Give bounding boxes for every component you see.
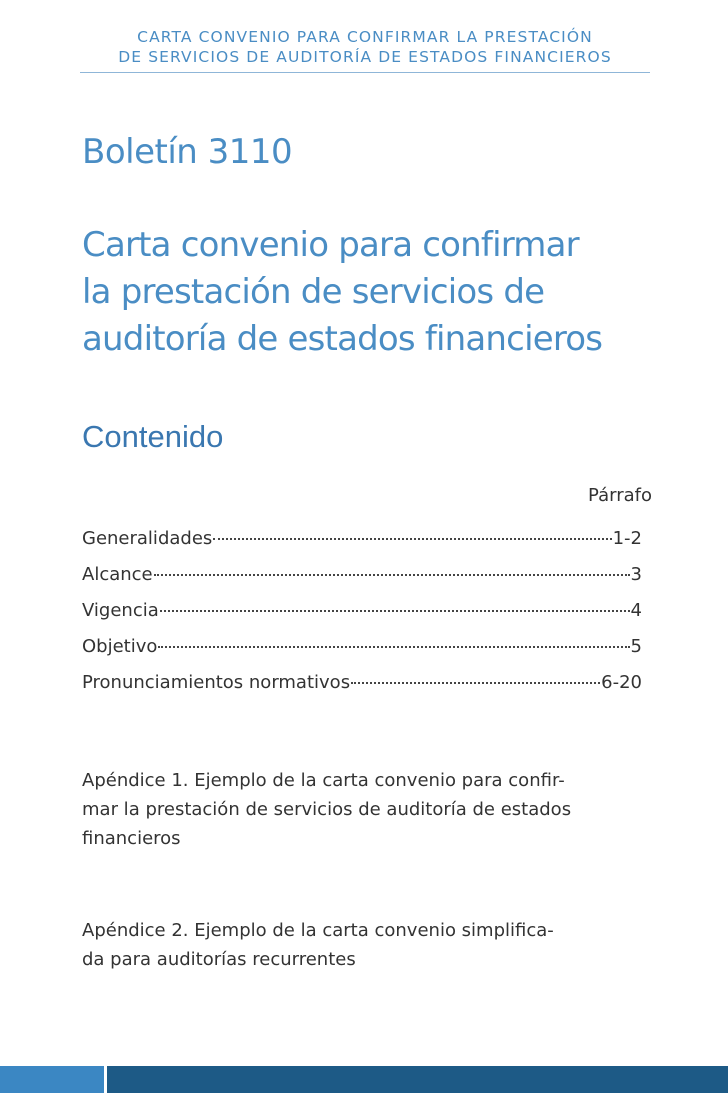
running-header-line-1: CARTA CONVENIO PARA CONFIRMAR LA PRESTACIÓN [137, 28, 593, 46]
page-title [82, 222, 602, 363]
running-header [80, 27, 650, 67]
toc-entry-paragraphs: 6-20 [601, 672, 642, 693]
title-line-1: Carta convenio para confirmar [82, 225, 579, 265]
appendix-2 [82, 916, 657, 974]
toc-entry-pronunciamientos [82, 671, 642, 707]
footer-bar-divider [104, 1066, 107, 1093]
appendix-1-line-1: Apéndice 1. Ejemplo de la carta convenio para confir- [82, 770, 565, 791]
footer-bar-accent [0, 1066, 104, 1093]
toc-entry-paragraphs: 5 [630, 636, 642, 657]
appendix-1-line-2: mar la prestación de servicios de auditoría de estados [82, 799, 572, 820]
toc-entry-vigencia [82, 599, 642, 635]
appendix-1 [82, 766, 657, 853]
toc-entry-label: Pronunciamientos normativos [82, 672, 351, 693]
toc-entry-label: Vigencia [82, 600, 159, 621]
toc-leader-dots [213, 538, 611, 540]
toc-entry-label: Generalidades [82, 528, 213, 549]
toc-entry-label: Alcance [82, 564, 153, 585]
toc-entry-paragraphs: 4 [630, 600, 642, 621]
toc-leader-dots [351, 682, 600, 684]
title-line-2: la prestación de servicios de [82, 272, 545, 312]
appendix-2-line-2: da para auditorías recurrentes [82, 949, 356, 970]
title-line-3: auditoría de estados financieros [82, 319, 603, 359]
toc-leader-dots [154, 574, 630, 576]
appendix-2-line-1: Apéndice 2. Ejemplo de la carta convenio simplifica- [82, 920, 554, 941]
toc-entry-label: Objetivo [82, 636, 158, 657]
toc-entry-generalidades [82, 527, 642, 563]
contents-heading: Contenido [82, 419, 224, 454]
toc-leader-dots [160, 610, 630, 612]
footer-bar [0, 1066, 728, 1093]
appendix-1-line-3: financieros [82, 828, 181, 849]
table-of-contents [82, 527, 642, 707]
header-rule [80, 72, 650, 73]
toc-entry-paragraphs: 3 [630, 564, 642, 585]
toc-entry-alcance [82, 563, 642, 599]
toc-entry-paragraphs: 1-2 [612, 528, 642, 549]
bulletin-number: Boletín 3110 [82, 132, 293, 172]
toc-entry-objetivo [82, 635, 642, 671]
running-header-line-2: DE SERVICIOS DE AUDITORÍA DE ESTADOS FINANCIEROS [118, 48, 612, 66]
toc-leader-dots [158, 646, 629, 648]
paragraph-column-header: Párrafo [588, 485, 652, 506]
